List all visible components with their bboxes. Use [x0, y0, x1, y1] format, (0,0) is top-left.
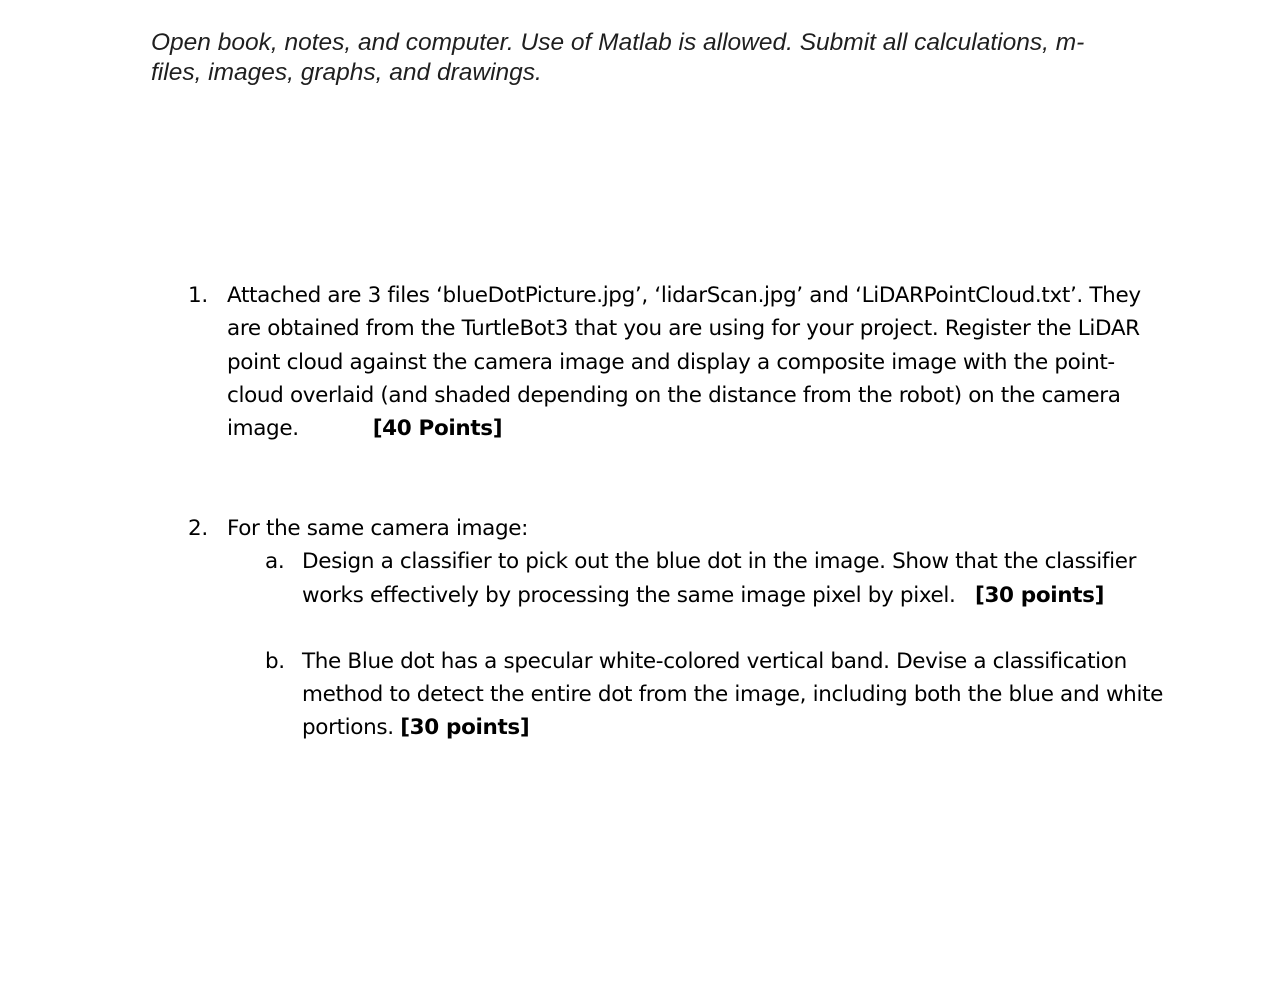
- instructions-line-1: Open book, notes, and computer. Use of Matlab is allowed. Submit all calculations, m-: [151, 29, 1085, 56]
- question-2a: [265, 545, 1168, 612]
- question-2b: [265, 645, 1168, 745]
- question-1-body: [227, 279, 1148, 445]
- question-1-number: 1.: [188, 283, 208, 308]
- question-2a-body: [302, 545, 1168, 612]
- question-2a-letter: a.: [265, 549, 285, 575]
- question-1-text: Attached are 3 files ‘blueDotPicture.jpg’, ‘lidarScan.jpg’ and ‘LiDARPointCloud.txt’. They are obtained from the TurtleBot3 that you are using for your project. Register the LiDAR point cloud against the camera image and display a composite image with the point-cloud overlaid (and shaded depending on the distance from the robot) on the camera image.: [227, 283, 1141, 442]
- question-2-text: For the same camera image:: [227, 516, 529, 541]
- question-2b-letter: b.: [265, 648, 285, 674]
- question-2b-text: The Blue dot has a specular white-colored vertical band. Devise a classification method to detect the entire dot from the image, including both the blue and white portions.: [302, 648, 1164, 741]
- question-2-body: [227, 512, 1168, 545]
- question-2b-points: [30 points]: [400, 715, 530, 741]
- exam-instructions: [151, 28, 1131, 87]
- question-2a-text: Design a classifier to pick out the blue dot in the image. Show that the classifier works effectively by processing the same image pixel by pixel.: [302, 549, 1137, 608]
- instructions-line-2: files, images, graphs, and drawings.: [151, 58, 542, 86]
- question-1: [188, 279, 1148, 445]
- question-2: [188, 512, 1168, 745]
- question-2a-points: [30 points]: [974, 582, 1105, 608]
- question-1-points: [40 Points]: [372, 416, 503, 442]
- question-2-number: 2.: [188, 516, 208, 541]
- question-2b-body: [302, 645, 1168, 745]
